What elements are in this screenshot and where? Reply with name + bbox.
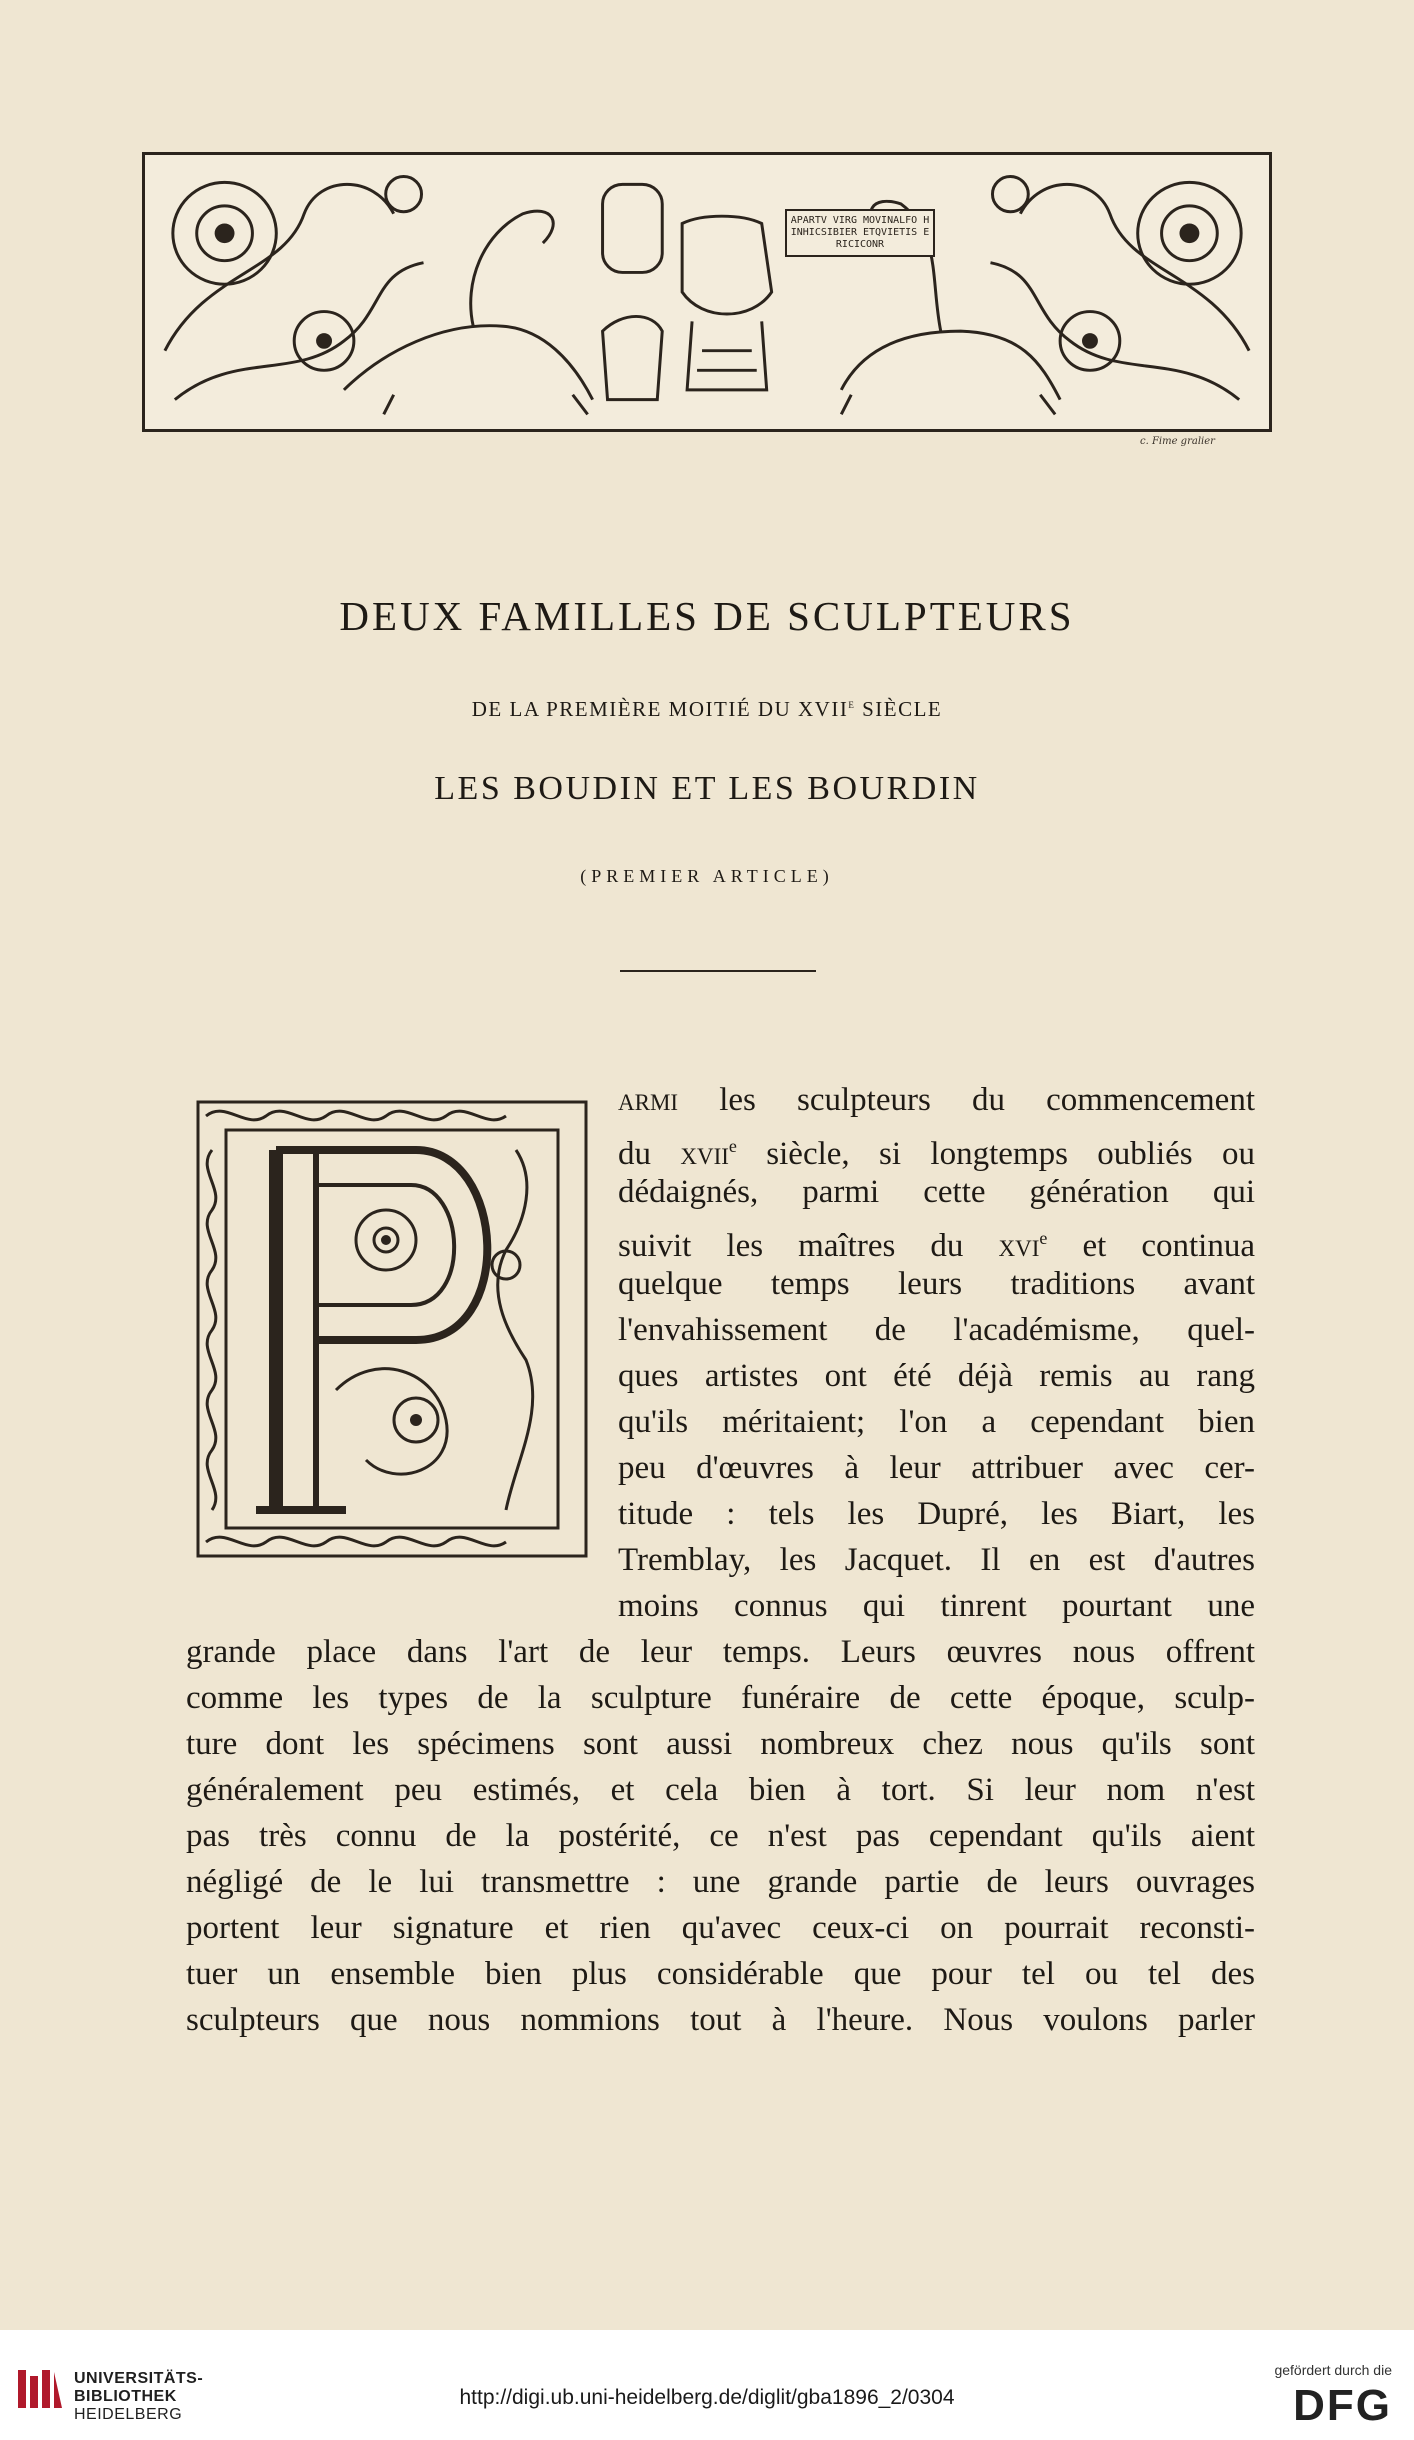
line-text: suivit les maîtres du [618,1228,999,1264]
text-line-12: moins connus qui tinrent pourtant une [618,1588,1255,1624]
subtitle-text-end: SIÈCLE [855,697,943,721]
line-text: siècle, si longtemps oubliés ou [736,1136,1255,1172]
decorated-initial-P [186,1090,598,1568]
text-line-4 [618,1216,1255,1264]
ornament-inscription-tablet: APARTV VIRG MOVINALFO HINHICSIBIER ETQVIETIS ERICICONR [785,209,935,257]
century-superscript: e [728,1136,737,1156]
university-name-line-1: UNIVERSITÄTS- [74,2370,204,2387]
text-line-9: peu d'œuvres à leur attribuer avec cer- [618,1450,1255,1486]
article-title: DEUX FAMILLES DE SCULPTEURS [339,593,1075,639]
text-line-10: titude : tels les Dupré, les Biart, les [618,1496,1255,1532]
ornament-drawing [145,155,1269,429]
line-text: du [618,1136,681,1172]
text-line-7: ques artistes ont été déjà remis au rang [618,1358,1255,1394]
initial-engraving [186,1090,598,1568]
drop-cap-continuation: armi [618,1082,679,1118]
text-line-1 [618,1078,1255,1123]
dfg-logo: DFG [1293,2381,1392,2430]
text-line-5: quelque temps leurs traditions avant [618,1266,1255,1302]
family-title: LES BOUDIN ET LES BOURDIN [434,770,980,807]
text-line-20: tuer un ensemble bien plus considérable que pour tel ou tel des [186,1956,1255,1992]
text-line-6: l'envahissement de l'académisme, quel- [618,1312,1255,1348]
text-line-13: grande place dans l'art de leur temps. Leurs œuvres nous offrent [186,1634,1255,1670]
subtitle-text: DE LA PREMIÈRE MOITIÉ DU XVII [471,697,849,721]
title-divider [620,970,816,972]
engraver-signature: c. Fime gralier [1140,436,1215,447]
article-subtitle [0,696,1414,722]
university-name-line-2: BIBLIOTHEK [74,2388,177,2405]
university-name-line-3: HEIDELBERG [74,2406,183,2423]
ornamental-header-engraving [142,152,1272,432]
text-line-21: sculpteurs que nous nommions tout à l'heure. Nous voulons parler [186,2002,1255,2038]
text-line-19: portent leur signature et rien qu'avec ceux-ci on pourrait reconsti- [186,1910,1255,1946]
text-line-11: Tremblay, les Jacquet. Il en est d'autres [618,1542,1255,1578]
digitization-footer [0,2330,1414,2440]
century-superscript: e [1039,1228,1048,1248]
century-numeral: xvii [680,1136,729,1172]
article-note: (PREMIER ARTICLE) [580,866,834,886]
permalink-url[interactable]: http://digi.ub.uni-heidelberg.de/diglit/gba1896_2/0304 [459,2386,955,2409]
text-line-15: ture dont les spécimens sont aussi nombreux chez nous qu'ils sont [186,1726,1255,1762]
funding-label: gefördert durch die [1274,2362,1392,2378]
text-line-8: qu'ils méritaient; l'on a cependant bien [618,1404,1255,1440]
text-line-14: comme les types de la sculpture funéraire de cette époque, sculp- [186,1680,1255,1716]
subtitle-superscript: e [848,696,856,711]
text-line-18: négligé de le lui transmettre : une grande partie de leurs ouvrages [186,1864,1255,1900]
text-line-16: généralement peu estimés, et cela bien à tort. Si leur nom n'est [186,1772,1255,1808]
text-line-2 [618,1124,1255,1172]
century-numeral: xvi [998,1228,1040,1264]
line-text: et continua [1047,1228,1255,1264]
line-text: les sculpteurs du commencement [678,1082,1255,1118]
text-line-17: pas très connu de la postérité, ce n'est pas cependant qu'ils aient [186,1818,1255,1854]
text-line-3: dédaignés, parmi cette génération qui [618,1174,1255,1210]
